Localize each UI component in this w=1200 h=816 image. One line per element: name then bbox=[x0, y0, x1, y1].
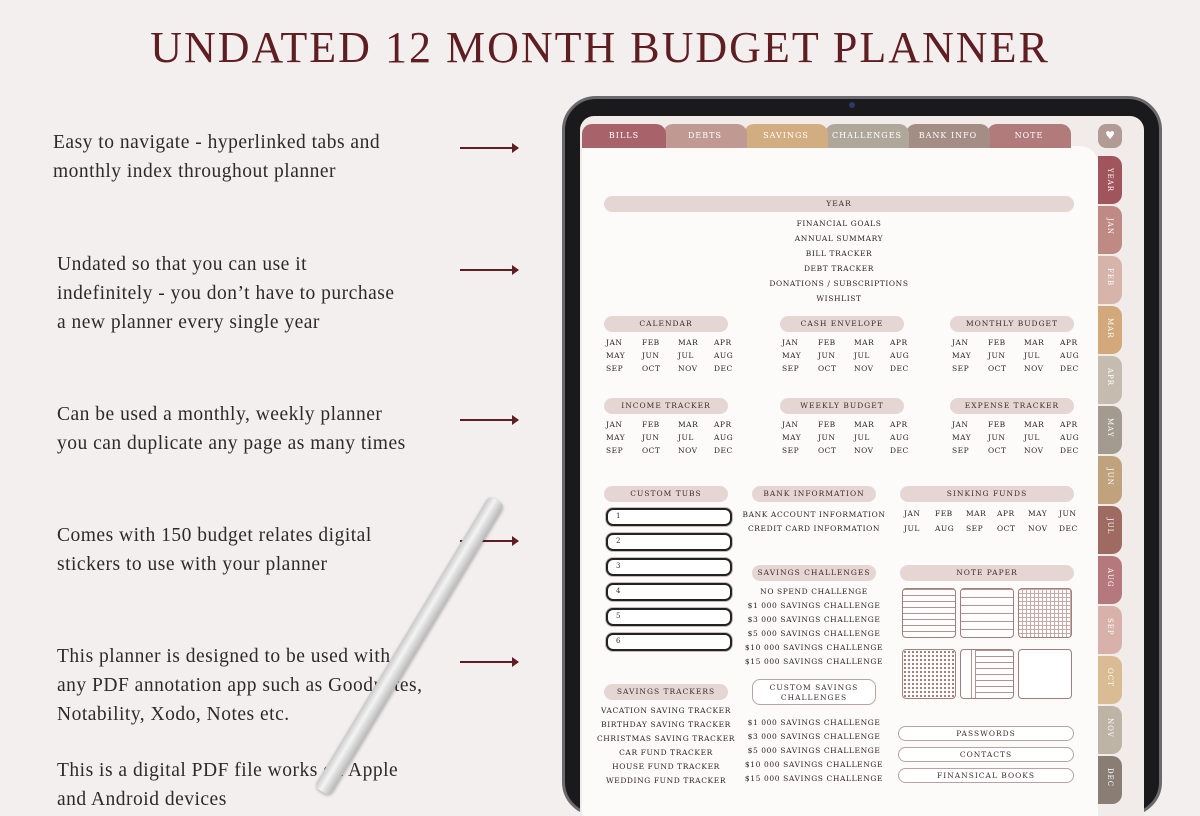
camera-icon bbox=[849, 102, 855, 108]
top-tab-bank-info[interactable]: BANK INFO bbox=[906, 124, 990, 148]
month-link[interactable]: JUL bbox=[678, 351, 694, 360]
month-link[interactable]: SEP bbox=[952, 364, 970, 373]
year-item[interactable]: DONATIONS / SUBSCRIPTIONS bbox=[769, 279, 909, 288]
month-link[interactable]: MAR bbox=[966, 509, 987, 518]
year-item[interactable]: ANNUAL SUMMARY bbox=[794, 234, 884, 243]
bank-items bbox=[742, 508, 886, 536]
month-link[interactable]: JAN bbox=[782, 338, 799, 347]
month-link[interactable]: APR bbox=[1060, 420, 1078, 429]
weekly-budget-label[interactable]: WEEKLY BUDGET bbox=[780, 398, 904, 414]
savings-challenge-item[interactable]: NO SPEND CHALLENGE bbox=[760, 587, 868, 596]
month-link[interactable]: FEB bbox=[935, 509, 953, 518]
year-item[interactable]: FINANCIAL GOALS bbox=[796, 219, 882, 228]
month-link[interactable]: AUG bbox=[890, 433, 910, 442]
month-grid bbox=[782, 338, 926, 373]
feature-line: Undated so that you can use it bbox=[57, 254, 308, 275]
custom-tub-row[interactable] bbox=[606, 583, 732, 601]
heart-icon[interactable]: ♥ bbox=[1098, 124, 1122, 148]
month-link[interactable]: NOV bbox=[1024, 446, 1044, 455]
month-link[interactable]: MAY bbox=[782, 351, 802, 360]
side-tab-aug[interactable] bbox=[1098, 556, 1122, 604]
month-link[interactable]: NOV bbox=[854, 446, 874, 455]
month-link[interactable]: APR bbox=[890, 420, 908, 429]
custom-challenge-item[interactable]: $1 000 SAVINGS CHALLENGE bbox=[747, 718, 881, 727]
note-paper-template[interactable] bbox=[902, 649, 956, 699]
month-link[interactable]: JUN bbox=[642, 351, 660, 360]
side-tab-jul[interactable] bbox=[1098, 506, 1122, 554]
month-link[interactable]: JAN bbox=[606, 338, 623, 347]
top-tab-savings[interactable]: SAVINGS bbox=[744, 124, 828, 148]
month-link[interactable]: SEP bbox=[606, 446, 624, 455]
feature-text bbox=[57, 250, 394, 337]
side-tab-oct[interactable] bbox=[1098, 656, 1122, 704]
savings-tracker-item[interactable]: BIRTHDAY SAVING TRACKER bbox=[601, 720, 731, 729]
month-link[interactable]: OCT bbox=[997, 524, 1016, 533]
note-paper-template[interactable] bbox=[1018, 588, 1072, 638]
feature-line: Comes with 150 budget relates digital bbox=[57, 525, 372, 546]
month-link[interactable]: JAN bbox=[952, 338, 969, 347]
side-tab-label: APR bbox=[1106, 368, 1114, 387]
feature-line: This planner is designed to be used with bbox=[57, 646, 391, 667]
top-tab-challenges[interactable]: CHALLENGES bbox=[825, 124, 909, 148]
custom-challenge-item[interactable]: $15 000 SAVINGS CHALLENGE bbox=[744, 774, 884, 783]
month-link[interactable]: MAR bbox=[1024, 338, 1045, 347]
month-link[interactable]: JUL bbox=[854, 351, 870, 360]
month-grid bbox=[952, 338, 1096, 373]
month-link[interactable]: FEB bbox=[642, 338, 660, 347]
year-link[interactable]: YEAR bbox=[604, 196, 1074, 212]
side-tab-label: OCT bbox=[1106, 668, 1114, 687]
side-tab-label: JUL bbox=[1106, 518, 1114, 535]
page-title: UNDATED 12 MONTH BUDGET PLANNER bbox=[150, 23, 1050, 72]
side-tab-label: FEB bbox=[1106, 268, 1114, 287]
savings-challenges-items bbox=[742, 585, 886, 669]
month-link[interactable]: SEP bbox=[782, 446, 800, 455]
feature-line: you can duplicate any page as many times bbox=[57, 433, 406, 454]
side-tab-sep[interactable] bbox=[1098, 606, 1122, 654]
month-link[interactable]: JUN bbox=[1059, 509, 1077, 518]
month-link[interactable]: OCT bbox=[988, 364, 1007, 373]
month-link[interactable]: DEC bbox=[890, 446, 909, 455]
month-link[interactable]: OCT bbox=[642, 364, 661, 373]
custom-tub-row[interactable] bbox=[606, 558, 732, 576]
month-link[interactable]: OCT bbox=[818, 446, 837, 455]
custom-tub-number: 6 bbox=[616, 637, 621, 645]
month-link[interactable]: JAN bbox=[904, 509, 921, 518]
year-item[interactable]: WISHLIST bbox=[816, 294, 862, 303]
month-link[interactable]: JAN bbox=[606, 420, 623, 429]
month-link[interactable]: NOV bbox=[678, 364, 698, 373]
month-link[interactable]: APR bbox=[714, 338, 732, 347]
month-link[interactable]: DEC bbox=[1059, 524, 1078, 533]
custom-savings-label-line: CUSTOM SAVINGS bbox=[769, 683, 859, 692]
feature-line: indefinitely - you don’t have to purchase bbox=[57, 283, 395, 304]
month-link[interactable]: JUL bbox=[1024, 351, 1040, 360]
note-paper-label[interactable]: NOTE PAPER bbox=[900, 565, 1074, 581]
top-tab-debts[interactable]: DEBTS bbox=[663, 124, 747, 148]
arrow-icon bbox=[460, 661, 518, 663]
month-link[interactable]: JUL bbox=[678, 433, 694, 442]
savings-challenge-item[interactable]: $5 000 SAVINGS CHALLENGE bbox=[747, 629, 881, 638]
feature-line: Easy to navigate - hyperlinked tabs and bbox=[53, 132, 381, 153]
savings-challenge-item[interactable]: $1 000 SAVINGS CHALLENGE bbox=[747, 601, 881, 610]
month-link[interactable]: MAR bbox=[854, 338, 875, 347]
month-link[interactable]: DEC bbox=[714, 364, 733, 373]
month-grid bbox=[606, 420, 750, 455]
month-link[interactable]: MAR bbox=[678, 420, 699, 429]
custom-tub-row[interactable] bbox=[606, 533, 732, 551]
side-tab-jan[interactable] bbox=[1098, 206, 1122, 254]
month-link[interactable]: MAY bbox=[606, 351, 626, 360]
month-link[interactable]: AUG bbox=[1060, 433, 1080, 442]
side-tab-label: JAN bbox=[1106, 218, 1114, 235]
arrow-icon bbox=[460, 147, 518, 149]
month-link[interactable]: JAN bbox=[782, 420, 799, 429]
custom-tubs-label[interactable]: CUSTOM TUBS bbox=[604, 486, 728, 502]
feature-text bbox=[53, 128, 380, 186]
savings-trackers-items bbox=[594, 704, 738, 788]
side-tab-year[interactable] bbox=[1098, 156, 1122, 204]
note-paper-template[interactable] bbox=[960, 588, 1014, 638]
feature-line: and Android devices bbox=[57, 789, 227, 810]
side-tab-feb[interactable] bbox=[1098, 256, 1122, 304]
month-link[interactable]: DEC bbox=[1060, 446, 1079, 455]
month-link[interactable]: FEB bbox=[818, 420, 836, 429]
month-link[interactable]: FEB bbox=[988, 338, 1006, 347]
month-link[interactable]: MAY bbox=[782, 433, 802, 442]
month-link[interactable]: AUG bbox=[1060, 351, 1080, 360]
month-link[interactable]: AUG bbox=[935, 524, 955, 533]
feature-line: monthly index throughout planner bbox=[53, 161, 337, 182]
side-tab-jun[interactable] bbox=[1098, 456, 1122, 504]
month-link[interactable]: APR bbox=[714, 420, 732, 429]
month-grid bbox=[952, 420, 1096, 455]
month-link[interactable]: MAY bbox=[606, 433, 626, 442]
custom-challenges-items bbox=[742, 716, 886, 786]
extra-link[interactable]: CONTACTS bbox=[898, 747, 1074, 762]
month-link[interactable]: OCT bbox=[818, 364, 837, 373]
calendar-label[interactable]: CALENDAR bbox=[604, 316, 728, 332]
side-tab-label: DEC bbox=[1106, 768, 1114, 788]
index-page bbox=[582, 146, 1098, 816]
month-link[interactable]: NOV bbox=[854, 364, 874, 373]
note-paper-template[interactable] bbox=[1018, 649, 1072, 699]
month-link[interactable]: MAR bbox=[854, 420, 875, 429]
bank-item[interactable]: BANK ACCOUNT INFORMATION bbox=[742, 510, 886, 519]
side-tab-label: MAY bbox=[1106, 418, 1114, 438]
custom-savings-challenges-label[interactable] bbox=[752, 679, 876, 705]
side-tab-label: JUN bbox=[1106, 468, 1114, 486]
savings-tracker-item[interactable]: HOUSE FUND TRACKER bbox=[612, 762, 720, 771]
month-link[interactable]: DEC bbox=[890, 364, 909, 373]
month-link[interactable]: JUN bbox=[642, 433, 660, 442]
custom-tub-number: 1 bbox=[616, 512, 621, 520]
month-link[interactable]: DEC bbox=[714, 446, 733, 455]
month-link[interactable]: AUG bbox=[890, 351, 910, 360]
month-link[interactable]: JUL bbox=[854, 433, 870, 442]
top-tab-note[interactable]: NOTE bbox=[987, 124, 1071, 148]
feature-line: stickers to use with your planner bbox=[57, 554, 328, 575]
month-link[interactable]: MAY bbox=[952, 351, 972, 360]
sinking-months bbox=[904, 509, 1090, 533]
side-tab-label: AUG bbox=[1106, 568, 1114, 588]
month-link[interactable]: MAY bbox=[952, 433, 972, 442]
month-link[interactable]: SEP bbox=[952, 446, 970, 455]
feature-line: a new planner every single year bbox=[57, 312, 320, 333]
year-items bbox=[604, 216, 1074, 306]
custom-tub-number: 3 bbox=[616, 562, 621, 570]
side-tab-may[interactable] bbox=[1098, 406, 1122, 454]
side-tab-label: MAR bbox=[1106, 318, 1114, 339]
note-paper-template[interactable] bbox=[902, 588, 956, 638]
month-link[interactable]: MAY bbox=[1028, 509, 1048, 518]
month-link[interactable]: MAR bbox=[1024, 420, 1045, 429]
side-tab-dec[interactable] bbox=[1098, 756, 1122, 804]
month-link[interactable]: SEP bbox=[782, 364, 800, 373]
custom-challenge-item[interactable]: $5 000 SAVINGS CHALLENGE bbox=[747, 746, 881, 755]
side-tab-label: NOV bbox=[1106, 718, 1114, 738]
expense-tracker-label[interactable]: EXPENSE TRACKER bbox=[950, 398, 1074, 414]
month-link[interactable]: NOV bbox=[1028, 524, 1048, 533]
feature-line: Can be used a monthly, weekly planner bbox=[57, 404, 383, 425]
year-item[interactable]: DEBT TRACKER bbox=[803, 264, 875, 273]
feature-line: This is a digital PDF file works on Apple bbox=[57, 760, 399, 781]
side-tab-label: YEAR bbox=[1106, 168, 1114, 193]
savings-tracker-item[interactable]: CAR FUND TRACKER bbox=[619, 748, 713, 757]
month-link[interactable]: OCT bbox=[642, 446, 661, 455]
month-link[interactable]: DEC bbox=[1060, 364, 1079, 373]
month-link[interactable]: JUN bbox=[818, 433, 836, 442]
month-link[interactable]: SEP bbox=[966, 524, 984, 533]
note-paper-template[interactable] bbox=[960, 649, 1014, 699]
month-link[interactable]: NOV bbox=[678, 446, 698, 455]
savings-challenge-item[interactable]: $3 000 SAVINGS CHALLENGE bbox=[747, 615, 881, 624]
savings-challenge-item[interactable]: $10 000 SAVINGS CHALLENGE bbox=[744, 643, 884, 652]
savings-trackers-label[interactable]: SAVINGS TRACKERS bbox=[604, 684, 728, 700]
year-item[interactable]: BILL TRACKER bbox=[805, 249, 873, 258]
custom-savings-label-line: CHALLENGES bbox=[780, 693, 848, 702]
month-link[interactable]: APR bbox=[890, 338, 908, 347]
custom-tub-row[interactable] bbox=[606, 508, 732, 526]
arrow-icon bbox=[460, 269, 518, 271]
feature-text bbox=[57, 400, 406, 458]
month-link[interactable]: JUN bbox=[988, 433, 1006, 442]
side-tab-nov[interactable] bbox=[1098, 706, 1122, 754]
savings-tracker-item[interactable]: WEDDING FUND TRACKER bbox=[605, 776, 727, 785]
arrow-icon bbox=[460, 419, 518, 421]
custom-challenge-item[interactable]: $3 000 SAVINGS CHALLENGE bbox=[747, 732, 881, 741]
bank-item[interactable]: CREDIT CARD INFORMATION bbox=[747, 524, 881, 533]
custom-tub-row[interactable] bbox=[606, 633, 732, 651]
cash-envelope-label[interactable]: CASH ENVELOPE bbox=[780, 316, 904, 332]
month-link[interactable]: AUG bbox=[714, 351, 734, 360]
month-link[interactable]: JAN bbox=[952, 420, 969, 429]
bank-information-label[interactable]: BANK INFORMATION bbox=[752, 486, 876, 502]
feature-text bbox=[57, 521, 372, 579]
custom-tub-row[interactable] bbox=[606, 608, 732, 626]
savings-tracker-item[interactable]: VACATION SAVING TRACKER bbox=[601, 706, 731, 715]
planner-screen bbox=[580, 116, 1144, 816]
month-link[interactable]: APR bbox=[997, 509, 1015, 518]
income-tracker-label[interactable]: INCOME TRACKER bbox=[604, 398, 728, 414]
month-grid bbox=[782, 420, 926, 455]
month-link[interactable]: JUN bbox=[818, 351, 836, 360]
feature-line: Notability, Xodo, Notes etc. bbox=[57, 704, 290, 725]
month-link[interactable]: OCT bbox=[988, 446, 1007, 455]
sinking-funds-label[interactable]: SINKING FUNDS bbox=[900, 486, 1074, 502]
savings-tracker-item[interactable]: CHRISTMAS SAVING TRACKER bbox=[596, 734, 736, 743]
extra-link[interactable]: FINANSICAL BOOKS bbox=[898, 768, 1074, 783]
monthly-budget-label[interactable]: MONTHLY BUDGET bbox=[950, 316, 1074, 332]
savings-challenge-item[interactable]: $15 000 SAVINGS CHALLENGE bbox=[744, 657, 884, 666]
month-link[interactable]: JUL bbox=[904, 524, 920, 533]
custom-tub-number: 4 bbox=[616, 587, 621, 595]
month-link[interactable]: JUL bbox=[1024, 433, 1040, 442]
custom-tub-number: 2 bbox=[616, 537, 621, 545]
month-link[interactable]: MAR bbox=[678, 338, 699, 347]
feature-line: any PDF annotation app such as Goodnotes, bbox=[57, 675, 423, 696]
month-link[interactable]: FEB bbox=[642, 420, 660, 429]
custom-tub-number: 5 bbox=[616, 612, 621, 620]
month-link[interactable]: JUN bbox=[988, 351, 1006, 360]
month-link[interactable]: APR bbox=[1060, 338, 1078, 347]
side-tab-apr[interactable] bbox=[1098, 356, 1122, 404]
side-tab-label: SEP bbox=[1106, 618, 1114, 636]
savings-challenges-label[interactable]: SAVINGS CHALLENGES bbox=[752, 565, 876, 581]
side-tab-mar[interactable] bbox=[1098, 306, 1122, 354]
month-link[interactable]: SEP bbox=[606, 364, 624, 373]
extra-link[interactable]: PASSWORDS bbox=[898, 726, 1074, 741]
month-grid bbox=[606, 338, 750, 373]
month-link[interactable]: FEB bbox=[988, 420, 1006, 429]
top-tab-bills[interactable]: BILLS bbox=[582, 124, 666, 148]
month-link[interactable]: NOV bbox=[1024, 364, 1044, 373]
month-link[interactable]: FEB bbox=[818, 338, 836, 347]
month-link[interactable]: AUG bbox=[714, 433, 734, 442]
custom-challenge-item[interactable]: $10 000 SAVINGS CHALLENGE bbox=[744, 760, 884, 769]
